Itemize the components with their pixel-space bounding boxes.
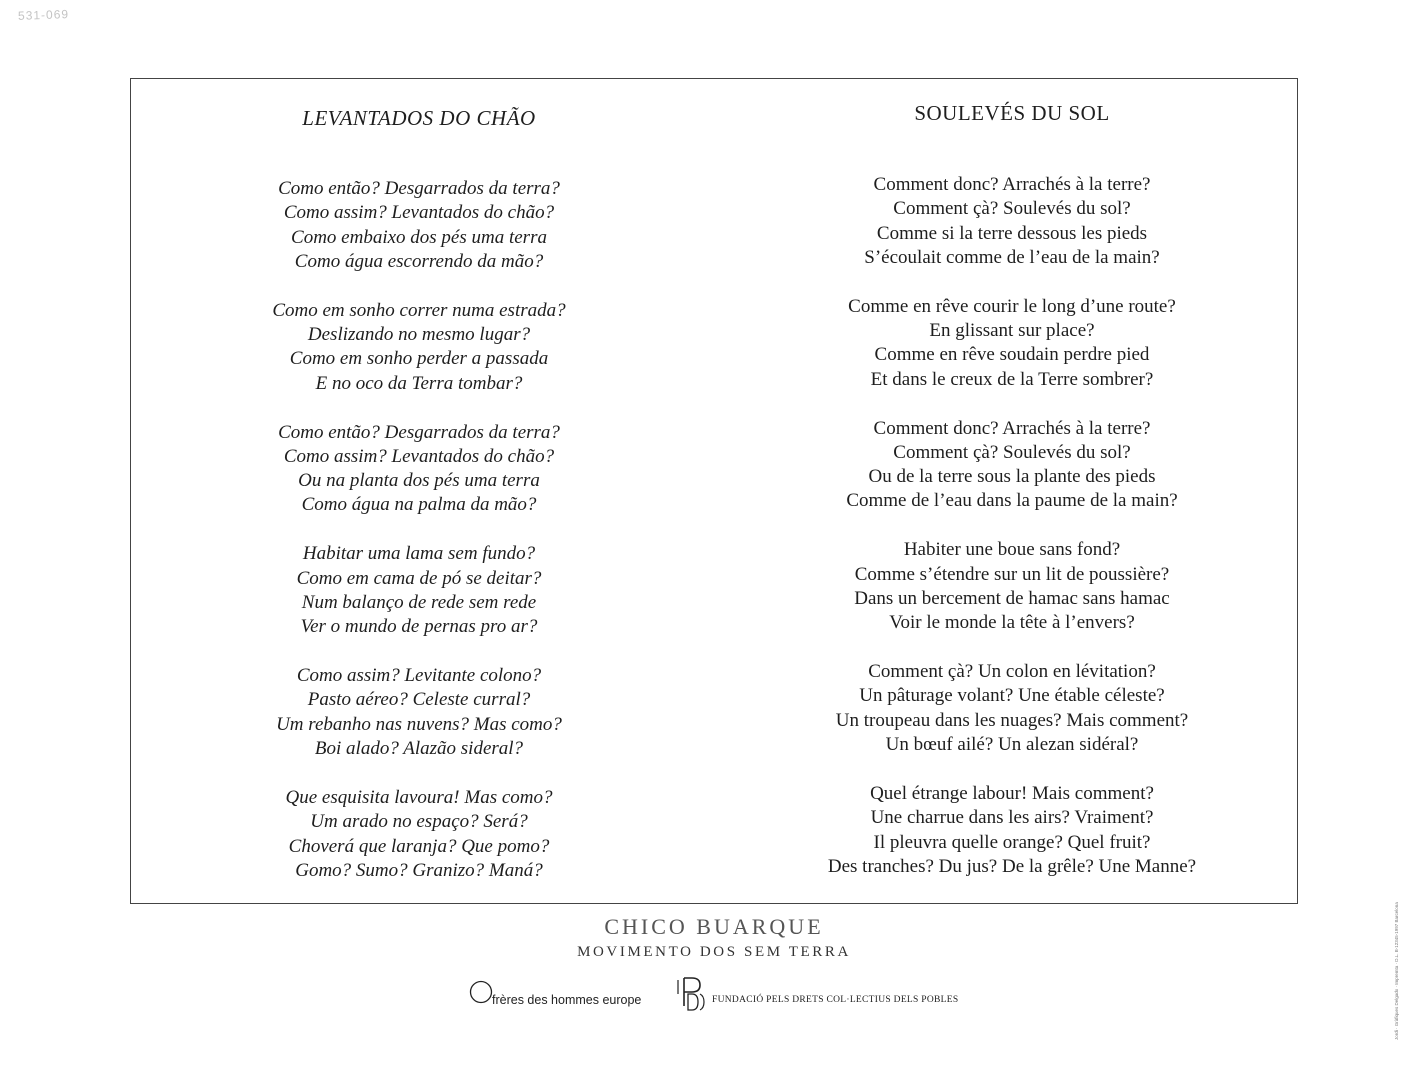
verse-line: Como em sonho correr numa estrada? bbox=[272, 299, 566, 321]
portuguese-title: LEVANTADOS DO CHÃO bbox=[302, 106, 536, 130]
french-stanzas bbox=[749, 173, 1275, 904]
verse-line: Como em cama de pó se deitar? bbox=[296, 567, 542, 589]
portuguese-stanzas bbox=[179, 177, 659, 908]
verse-line: Boi alado? Alazão sideral? bbox=[314, 738, 524, 760]
verse-line: Et dans le creux de la Terre sombrer? bbox=[870, 368, 1154, 390]
verse-line: Como assim? Levantados do chão? bbox=[283, 445, 555, 467]
verse-line: Deslizando no mesmo lugar? bbox=[307, 324, 531, 346]
verse-line: Ou de la terre sous la plante des pieds bbox=[868, 466, 1156, 488]
verse-line: Como água na palma da mão? bbox=[301, 494, 537, 516]
stanza bbox=[179, 421, 659, 518]
verse-line: Un troupeau dans les nuages? Mais comment? bbox=[835, 709, 1189, 731]
verse-line: Comme de l’eau dans la paume de la main? bbox=[846, 490, 1178, 512]
verse-line: Choverá que laranja? Que pomo? bbox=[288, 835, 550, 857]
fundacio-logo-icon bbox=[676, 976, 708, 1012]
verse-line: Un pâturage volant? Une étable céleste? bbox=[859, 685, 1165, 707]
verse-line: Num balanço de rede sem rede bbox=[301, 591, 537, 613]
archive-number: 531-069 bbox=[17, 7, 70, 23]
verse-line: Um rebanho nas nuvens? Mas como? bbox=[276, 713, 562, 735]
stanza bbox=[749, 417, 1275, 514]
stanza bbox=[749, 660, 1275, 757]
verse-line: Um arado no espaço? Será? bbox=[310, 811, 528, 833]
verse-line: Como assim? Levantados do chão? bbox=[283, 202, 555, 224]
stanza bbox=[179, 177, 659, 274]
verse-line: Comment çà? Soulevés du sol? bbox=[893, 441, 1131, 463]
french-title: SOULEVÉS DU SOL bbox=[914, 101, 1110, 125]
stanza bbox=[749, 782, 1275, 879]
verse-line: Comme s’étendre sur un lit de poussière? bbox=[854, 563, 1170, 585]
verse-line: Comme en rêve courir le long d’une route? bbox=[848, 295, 1176, 317]
verse-line: Comme en rêve soudain perdre pied bbox=[874, 344, 1150, 366]
poem-frame bbox=[130, 78, 1298, 904]
verse-line: Des tranches? Du jus? De la grêle? Une Manne? bbox=[827, 855, 1197, 877]
verse-line: Gomo? Sumo? Granizo? Maná? bbox=[295, 859, 543, 881]
verse-line: Ver o mundo de pernas pro ar? bbox=[300, 616, 538, 638]
verse-line: Como assim? Levitante colono? bbox=[296, 665, 542, 687]
stanza bbox=[179, 664, 659, 761]
verse-line: Quel étrange labour! Mais comment? bbox=[870, 782, 1154, 804]
verse-line: Voir le monde la tête à l’envers? bbox=[889, 612, 1135, 634]
verse-line: Il pleuvra quelle orange? Quel fruit? bbox=[873, 831, 1151, 853]
stanza bbox=[179, 542, 659, 639]
verse-line: Comment çà? Un colon en lévitation? bbox=[868, 661, 1156, 683]
verse-line: Une charrue dans les airs? Vraiment? bbox=[870, 807, 1154, 829]
verse-line: Como em sonho perder a passada bbox=[289, 348, 549, 370]
stanza bbox=[749, 173, 1275, 270]
verse-line: Como então? Desgarrados da terra? bbox=[278, 421, 560, 443]
verse-line: Que esquisita lavoura! Mas como? bbox=[285, 786, 553, 808]
verse-line: Un bœuf ailé? Un alezan sidéral? bbox=[885, 734, 1139, 756]
stanza bbox=[179, 786, 659, 883]
fundacio-logo-text: FUNDACIÓ PELS DRETS COL·LECTIUS DELS POBLES bbox=[712, 995, 959, 1005]
movement-name: MOVIMENTO DOS SEM TERRA bbox=[577, 944, 851, 960]
stanza bbox=[749, 538, 1275, 635]
verse-line: Habitar uma lama sem fundo? bbox=[302, 543, 536, 565]
freres-des-hommes-logo-text: frères des hommes europe bbox=[492, 993, 642, 1007]
verse-line: Comme si la terre dessous les pieds bbox=[876, 222, 1148, 244]
verse-line: S’écoulait comme de l’eau de la main? bbox=[864, 246, 1160, 268]
verse-line: Dans un bercement de hamac sans hamac bbox=[854, 587, 1170, 609]
sponsor-logos bbox=[468, 976, 988, 1016]
printer-imprint: Jordi · Gràfiques Delgado · Impremta · D.L. B-12345-1997 Barcelona bbox=[1394, 902, 1399, 1040]
verse-line: Como embaixo dos pés uma terra bbox=[291, 226, 547, 248]
verse-line: Comment donc? Arrachés à la terre? bbox=[873, 174, 1151, 195]
verse-line: Como água escorrendo da mão? bbox=[294, 250, 544, 272]
verse-line: Comment çà? Soulevés du sol? bbox=[893, 198, 1131, 220]
verse-line: Ou na planta dos pés uma terra bbox=[298, 470, 540, 492]
author-name: CHICO BUARQUE bbox=[604, 914, 824, 939]
verse-line: Como então? Desgarrados da terra? bbox=[278, 178, 560, 199]
verse-line: E no oco da Terra tombar? bbox=[315, 372, 523, 394]
verse-line: En glissant sur place? bbox=[929, 320, 1095, 342]
stanza bbox=[179, 299, 659, 396]
stanza bbox=[749, 295, 1275, 392]
verse-line: Habiter une boue sans fond? bbox=[903, 539, 1121, 561]
verse-line: Comment donc? Arrachés à la terre? bbox=[873, 417, 1151, 439]
verse-line: Pasto aéreo? Celeste curral? bbox=[307, 689, 531, 711]
